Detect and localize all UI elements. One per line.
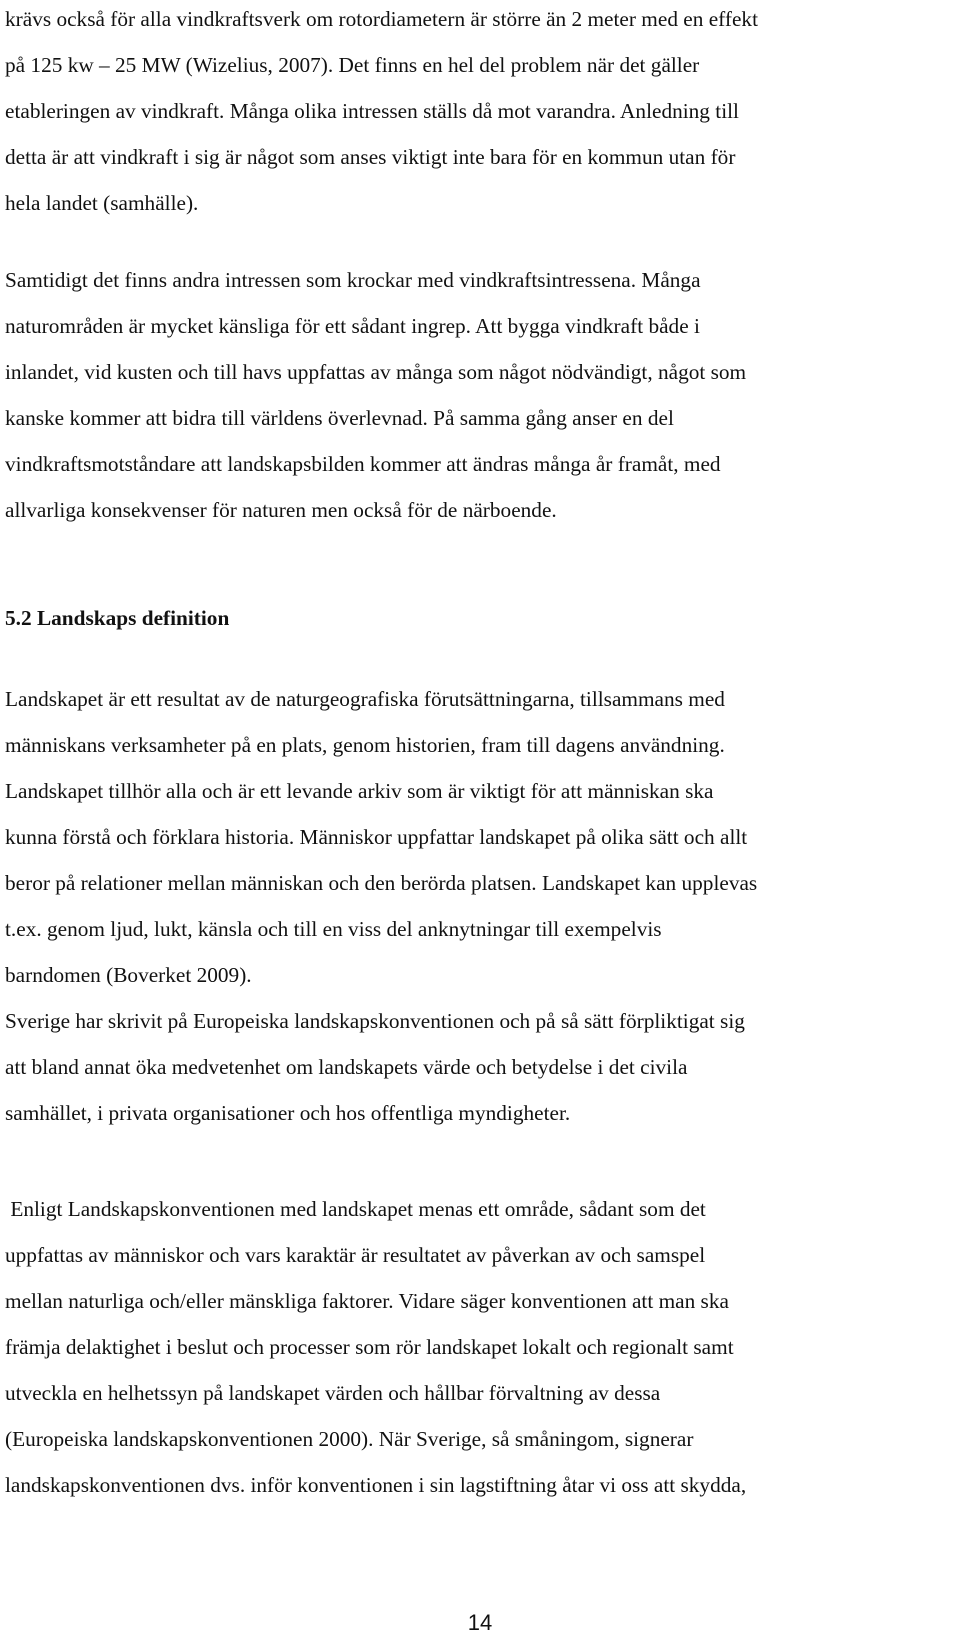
paragraph-conflicting-interests [5, 257, 960, 533]
text-line: vindkraftsmotståndare att landskapsbilden kommer att ändras många år framåt, med [5, 452, 721, 476]
text-line: kunna förstå och förklara historia. Människor uppfattar landskapet på olika sätt och allt [5, 825, 748, 849]
paragraph-landscape-convention [5, 1186, 960, 1508]
text-line: (Europeiska landskapskonventionen 2000). När Sverige, så småningom, signerar [5, 1427, 694, 1451]
text-line: allvarliga konsekvenser för naturen men också för de närboende. [5, 498, 557, 522]
text-line: mellan naturliga och/eller mänskliga faktorer. Vidare säger konventionen att man ska [5, 1289, 729, 1313]
text-line: barndomen (Boverket 2009). [5, 963, 252, 987]
text-line: hela landet (samhälle). [5, 191, 199, 215]
text-line: främja delaktighet i beslut och processer som rör landskapet lokalt och regionalt samt [5, 1335, 734, 1359]
text-line: naturområden är mycket känsliga för ett sådant ingrep. Att bygga vindkraft både i [5, 314, 700, 338]
text-line: kanske kommer att bidra till världens överlevnad. På samma gång anser en del [5, 406, 674, 430]
text-line: uppfattas av människor och vars karaktär är resultatet av påverkan av och samspel [5, 1243, 706, 1267]
text-line: detta är att vindkraft i sig är något som anses viktigt inte bara för en kommun utan för [5, 145, 736, 169]
text-line: Sverige har skrivit på Europeiska landskapskonventionen och på så sätt förpliktigat sig [5, 1009, 745, 1033]
text-line: Samtidigt det finns andra intressen som krockar med vindkraftsintressena. Många [5, 268, 701, 292]
text-line: krävs också för alla vindkraftsverk om rotordiametern är större än 2 meter med en effekt [5, 7, 758, 31]
text-line: etableringen av vindkraft. Många olika intressen ställs då mot varandra. Anledning till [5, 99, 739, 123]
text-line: Landskapet tillhör alla och är ett levande arkiv som är viktigt för att människan ska [5, 779, 714, 803]
text-line: t.ex. genom ljud, lukt, känsla och till en viss del anknytningar till exempelvis [5, 917, 662, 941]
paragraph-landscape-definition [5, 676, 960, 1136]
text-line: Enligt Landskapskonventionen med landskapet menas ett område, sådant som det [5, 1197, 706, 1221]
text-line: att bland annat öka medvetenhet om landskapets värde och betydelse i det civila [5, 1055, 688, 1079]
text-line: människans verksamheter på en plats, genom historien, fram till dagens användning. [5, 733, 725, 757]
paragraph-wind-power-intro [5, 0, 960, 226]
text-line: samhället, i privata organisationer och hos offentliga myndigheter. [5, 1101, 571, 1125]
section-heading: 5.2 Landskaps definition [5, 606, 230, 630]
text-line: inlandet, vid kusten och till havs uppfattas av många som något nödvändigt, något som [5, 360, 747, 384]
text-line: Landskapet är ett resultat av de naturgeografiska förutsättningarna, tillsammans med [5, 687, 725, 711]
text-line: landskapskonventionen dvs. inför konventionen i sin lagstiftning åtar vi oss att skydda, [5, 1473, 747, 1497]
text-line: utveckla en helhetssyn på landskapet värden och hållbar förvaltning av dessa [5, 1381, 661, 1405]
page-number: 14 [467, 1610, 493, 1635]
text-line: beror på relationer mellan människan och den berörda platsen. Landskapet kan upplevas [5, 871, 758, 895]
text-line: på 125 kw – 25 MW (Wizelius, 2007). Det finns en hel del problem när det gäller [5, 53, 700, 77]
